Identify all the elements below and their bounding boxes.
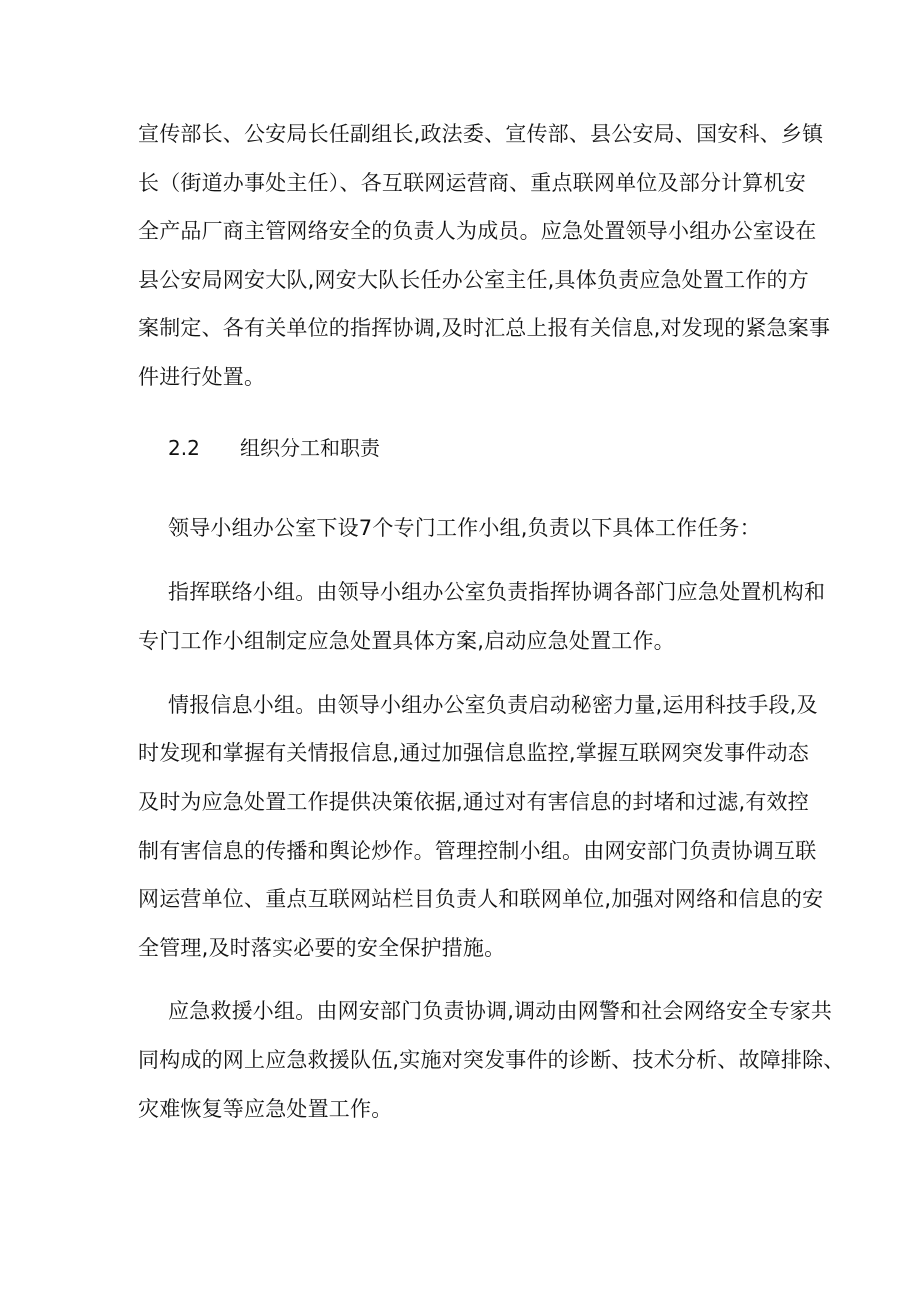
section-number: 2.2 — [168, 436, 200, 460]
paragraph-1-line-5: 案制定、各有关单位的指挥协调,及时汇总上报有关信息,对发现的紧急案事 — [138, 316, 831, 340]
paragraph-1-line-1: 宣传部长、公安局长任副组长,政法委、宣传部、县公安局、国安科、乡镇 — [138, 122, 824, 146]
section-heading — [168, 434, 380, 462]
paragraph-4-line-5: 网运营单位、重点互联网站栏目负责人和联网单位,加强对网络和信息的安 — [138, 887, 824, 911]
paragraph-5-line-3: 灾难恢复等应急处置工作。 — [138, 1097, 393, 1121]
paragraph-1-line-3: 全产品厂商主管网络安全的负责人为成员。应急处置领导小组办公室设在 — [138, 219, 817, 243]
paragraph-5-line-1: 应急救援小组。由网安部门负责协调,调动由网警和社会网络安全专家共 — [168, 999, 833, 1023]
paragraph-4-line-2: 时发现和掌握有关情报信息,通过加强信息监控,掌握互联网突发事件动态 — [138, 741, 809, 765]
paragraph-1-line-4: 县公安局网安大队,网安大队长任办公室主任,具体负责应急处置工作的方 — [138, 268, 809, 292]
section-title: 组织分工和职责 — [240, 436, 380, 460]
paragraph-5-line-2: 同构成的网上应急救援队伍,实施对突发事件的诊断、技术分析、故障排除、 — [138, 1048, 845, 1072]
paragraph-2-line-1: 领导小组办公室下设7个专门工作小组,负责以下具体工作任务： — [168, 516, 761, 540]
paragraph-1-line-2: 长（街道办事处主任）、各互联网运营商、重点联网单位及部分计算机安 — [138, 171, 806, 195]
paragraph-4-line-6: 全管理,及时落实必要的安全保护措施。 — [138, 936, 506, 960]
paragraph-4-line-3: 及时为应急处置工作提供决策依据,通过对有害信息的封堵和过滤,有效控 — [138, 790, 809, 814]
paragraph-1-line-6: 件进行处置。 — [138, 365, 266, 389]
paragraph-3-line-1: 指挥联络小组。由领导小组办公室负责指挥协调各部门应急处置机构和 — [168, 580, 826, 604]
paragraph-4-line-1: 情报信息小组。由领导小组办公室负责启动秘密力量,运用科技手段,及 — [168, 693, 818, 717]
paragraph-3-line-2: 专门工作小组制定应急处置具体方案,启动应急处置工作。 — [138, 629, 675, 653]
paragraph-4-line-4: 制有害信息的传播和舆论炒作。管理控制小组。由网安部门负责协调互联 — [138, 839, 817, 863]
